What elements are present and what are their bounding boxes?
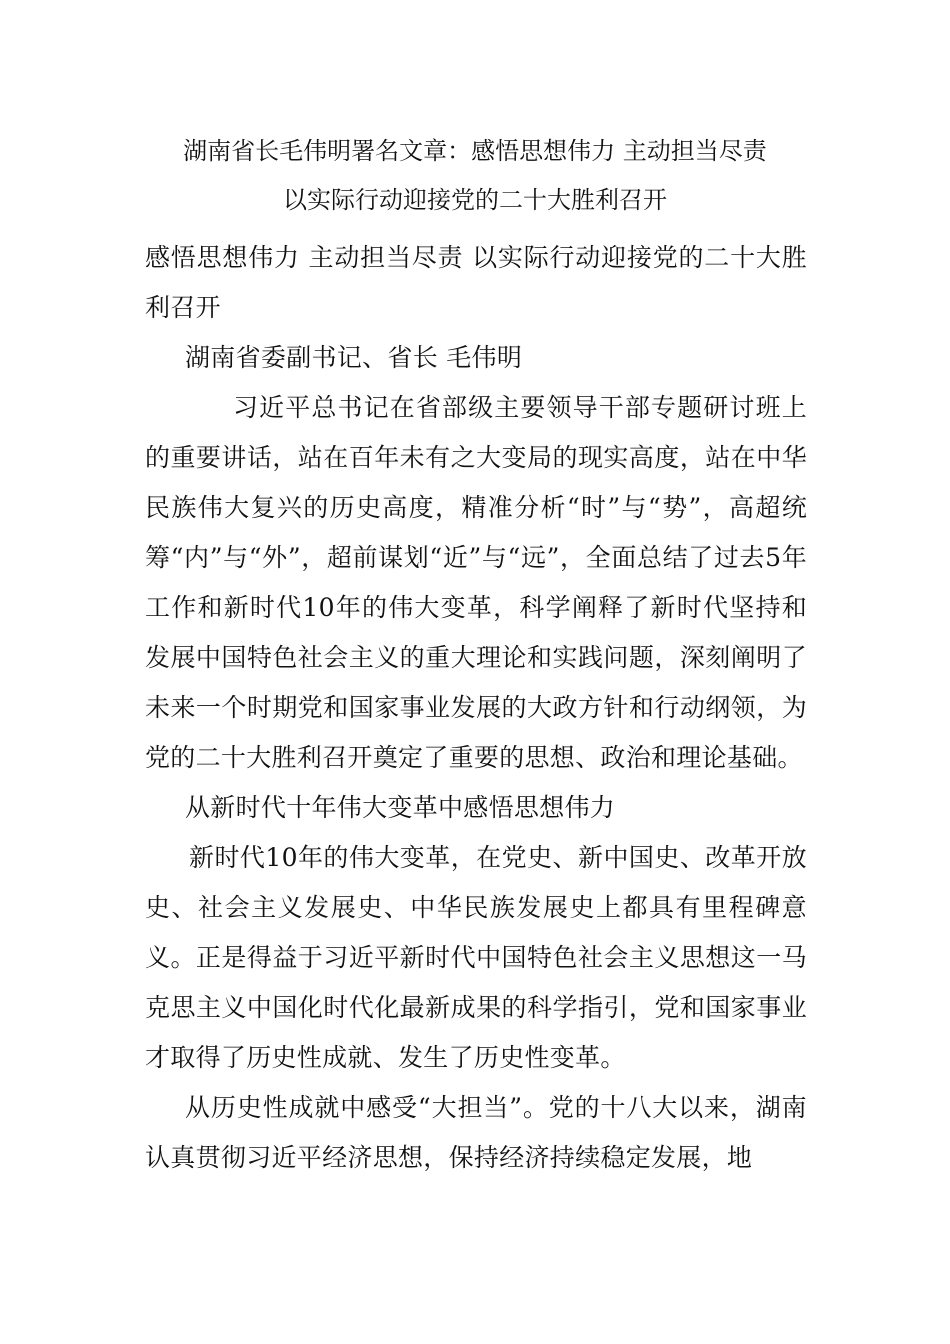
paragraph: 从历史性成就中感受“大担当”。党的十八大以来，湖南认真贯彻习近平经济思想，保持经济持续稳定发展，地 (145, 1093, 807, 1172)
author-line: 湖南省委副书记、省长 毛伟明 (185, 343, 523, 372)
section-heading: 从新时代十年伟大变革中感悟思想伟力 (185, 793, 616, 822)
paragraph: 新时代10年的伟大变革，在党史、新中国史、改革开放史、社会主义发展史、中华民族发展史上都具有里程碑意义。正是得益于习近平新时代中国特色社会主义思想这一马克思主义中国化时代化最新成果的科学指引，党和国家事业才取得了历史性成就、发生了历史性变革。 (145, 843, 807, 1072)
document-title-line-1: 湖南省长毛伟明署名文章：感悟思想伟力 主动担当尽责 (183, 137, 767, 165)
document-body (145, 233, 807, 1183)
paragraph: 习近平总书记在省部级主要领导干部专题研讨班上的重要讲话，站在百年未有之大变局的现实高度，站在中华民族伟大复兴的历史高度，精准分析“时”与“势”，高超统筹“内”与“外”，超前谋划“近”与“远”，全面总结了过去5年工作和新时代10年的伟大变革，科学阐释了新时代坚持和发展中国特色社会主义的重大理论和实践问题，深刻阐明了未来一个时期党和国家事业发展的大政方针和行动纲领，为党的二十大胜利召开奠定了重要的思想、政治和理论基础。 (145, 393, 807, 772)
document-title-line-2: 以实际行动迎接党的二十大胜利召开 (283, 186, 667, 214)
article-subtitle: 感悟思想伟力 主动担当尽责 以实际行动迎接党的二十大胜利召开 (145, 243, 807, 322)
